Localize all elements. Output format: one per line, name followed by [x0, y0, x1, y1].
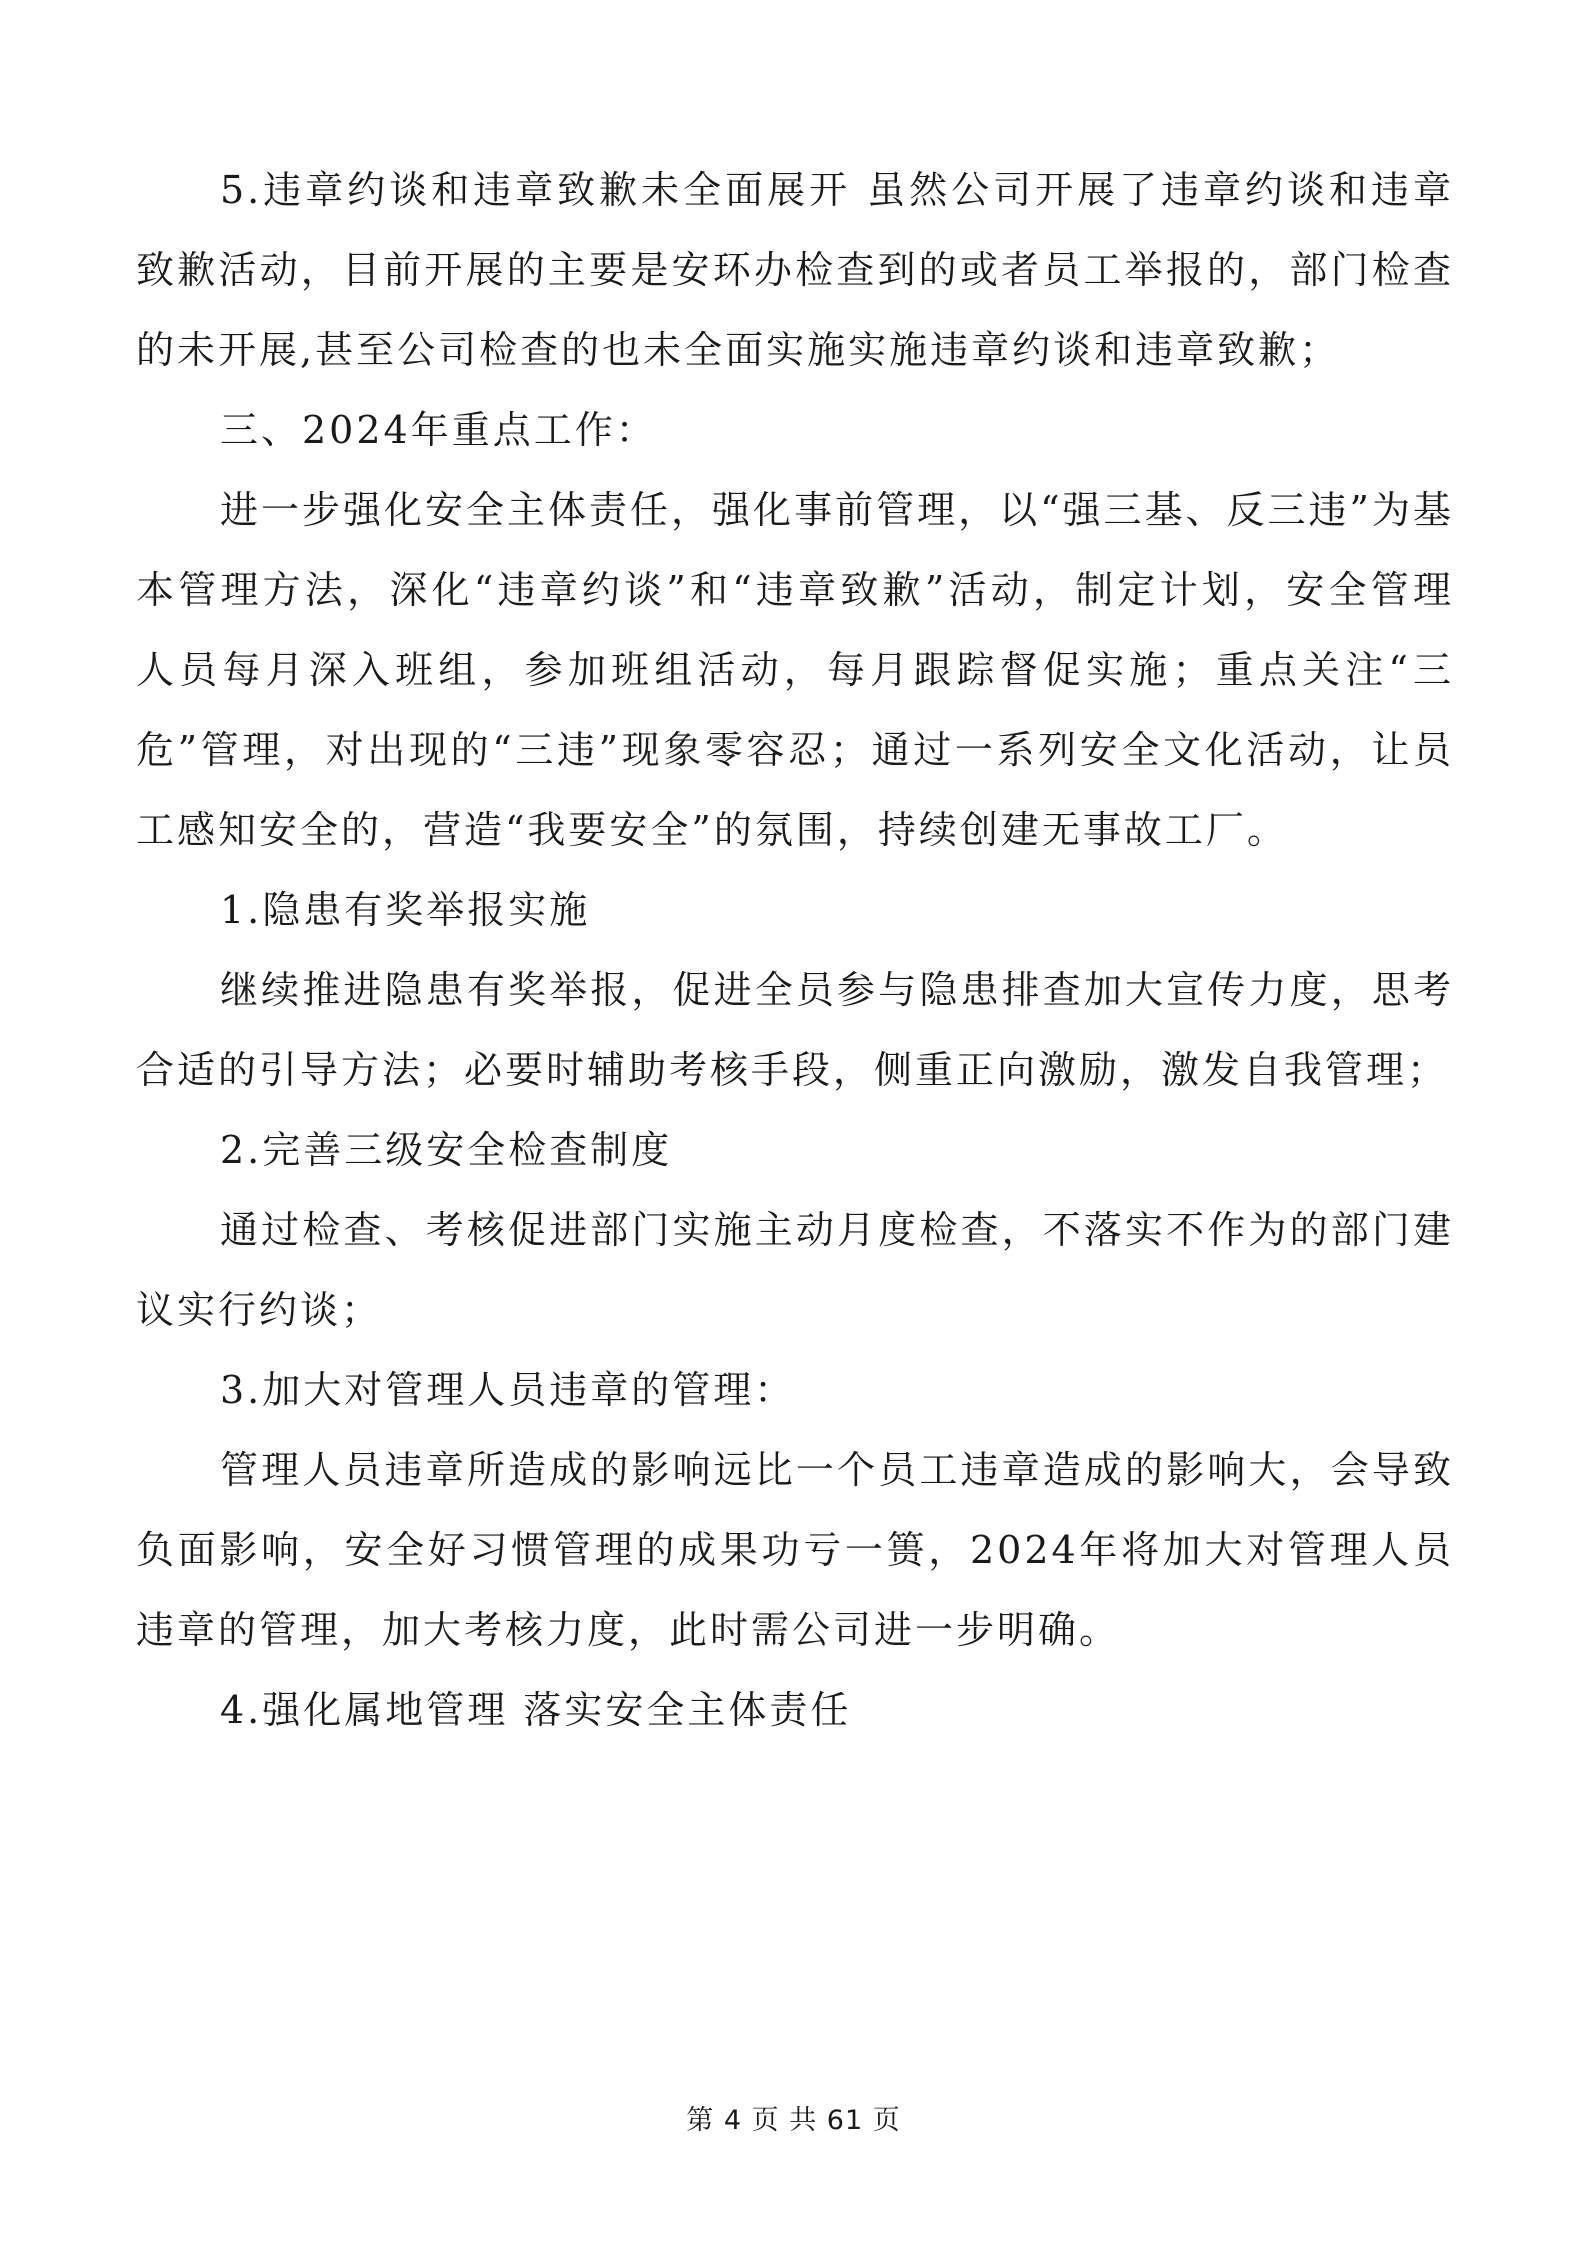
- section-heading-2024-key-work: 三、2024年重点工作：: [220, 408, 657, 452]
- page-number-footer: 第 4 页 共 61 页: [686, 2105, 901, 2136]
- paragraph-manager-violations: 管理人员违章所造成的影响远比一个员工违章造成的影响大，会导致负面影响，安全好习惯管理的成果功亏一篑，2024年将加大对管理人员违章的管理，加大考核力度，此时需公司进一步明确。: [136, 1448, 1454, 1652]
- subheading-safety-inspection: 2.完善三级安全检查制度: [220, 1128, 673, 1172]
- paragraph-hazard-reporting: 继续推进隐患有奖举报，促进全员参与隐患排查加大宣传力度，思考合适的引导方法；必要时辅助考核手段，侧重正向激励，激发自我管理；: [136, 968, 1454, 1092]
- subheading-manager-violations: 3.加大对管理人员违章的管理：: [220, 1368, 796, 1412]
- subheading-territorial-management: 4.强化属地管理 落实安全主体责任: [220, 1688, 852, 1732]
- document-body: [136, 150, 1454, 1750]
- subheading-hazard-reporting: 1.隐患有奖举报实施: [220, 888, 591, 932]
- paragraph-item-5-summary: 5.违章约谈和违章致歉未全面展开 虽然公司开展了违章约谈和违章致歉活动，目前开展的主要是安环办检查到的或者员工举报的，部门检查的未开展,甚至公司检查的也未全面实施实施违章约谈和违章致歉；: [136, 168, 1454, 372]
- paragraph-2024-overview: 进一步强化安全主体责任，强化事前管理，以“强三基、反三违”为基本管理方法，深化“违章约谈”和“违章致歉”活动，制定计划，安全管理人员每月深入班组，参加班组活动，每月跟踪督促实施；重点关注“三危”管理，对出现的“三违”现象零容忍；通过一系列安全文化活动，让员工感知安全的，营造“我要安全”的氛围，持续创建无事故工厂。: [136, 488, 1454, 852]
- paragraph-safety-inspection: 通过检查、考核促进部门实施主动月度检查，不落实不作为的部门建议实行约谈；: [136, 1208, 1454, 1332]
